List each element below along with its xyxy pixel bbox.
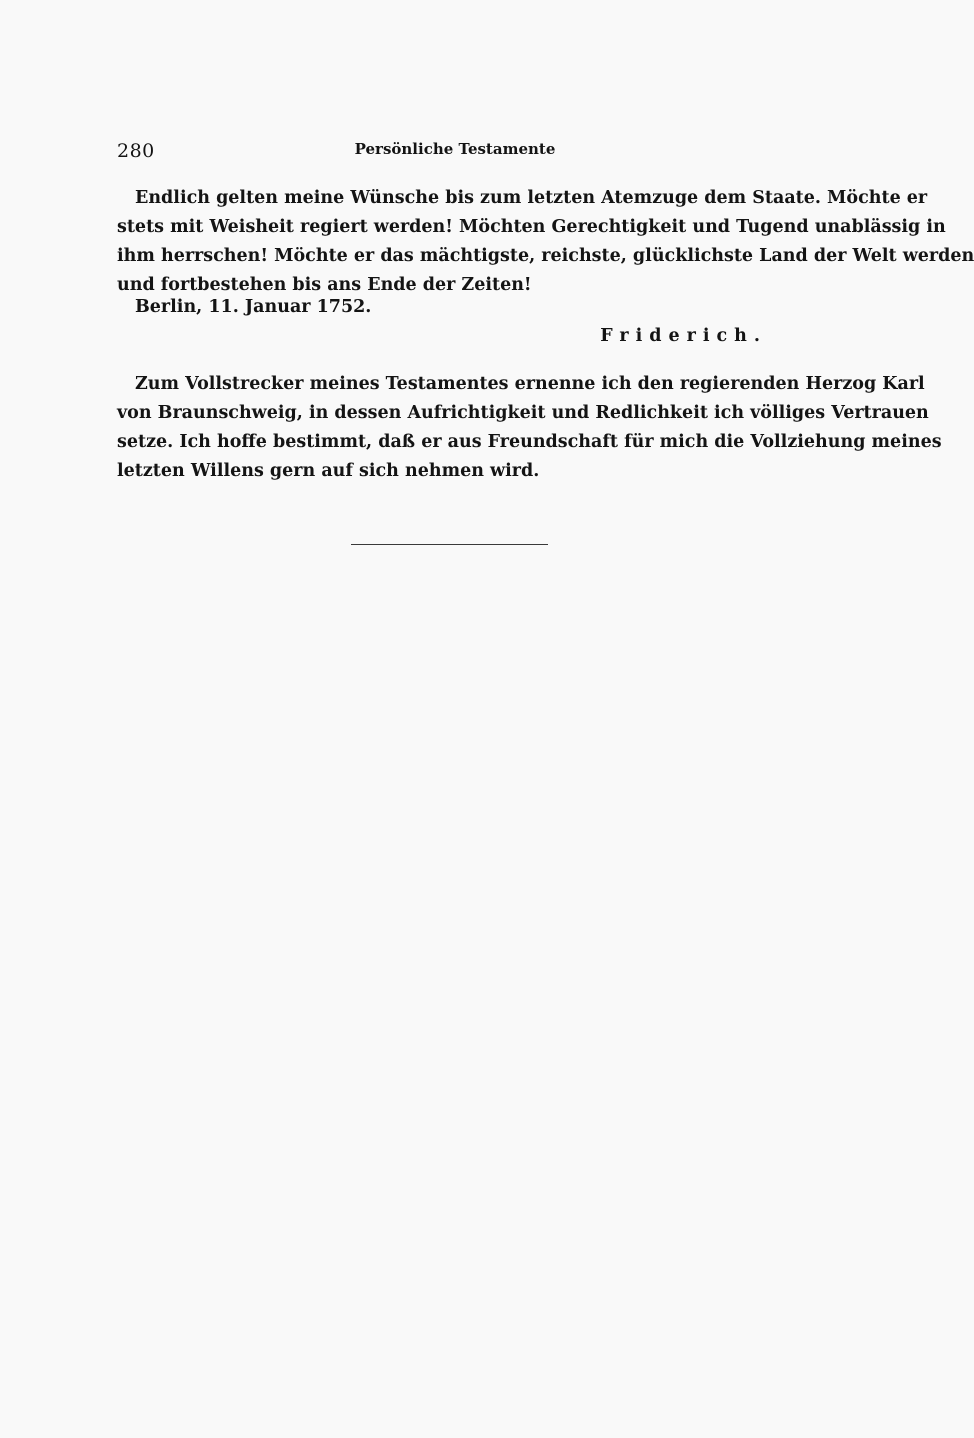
dateline: Berlin, 11. Januar 1752. [135, 297, 372, 317]
text-line: letzten Willens gern auf sich nehmen wird. [117, 461, 540, 481]
text-line: und fortbestehen bis ans Ende der Zeiten! [117, 275, 532, 295]
text-line: Endlich gelten meine Wünsche bis zum letzten Atemzuge dem Staate. Möchte er [135, 188, 928, 208]
text-line: Zum Vollstrecker meines Testamentes ernenne ich den regierenden Herzog Karl [135, 374, 925, 394]
text-line: setze. Ich hoffe bestimmt, daß er aus Freundschaft für mich die Vollziehung meines [117, 432, 942, 452]
page-number: 280 [117, 140, 155, 162]
text-line: von Braunschweig, in dessen Aufrichtigkeit und Redlichkeit ich völliges Vertrauen [117, 403, 929, 423]
running-head: Persönliche Testamente [354, 140, 556, 158]
text-line: stets mit Weisheit regiert werden! Möchten Gerechtigkeit und Tugend unablässig in [117, 217, 946, 237]
paragraph-executor [117, 370, 942, 486]
text-line: ihm herrschen! Möchte er das mächtigste, reichste, glücklichste Land der Welt werden [117, 246, 974, 266]
end-rule [351, 544, 548, 545]
signature: Friderich. [600, 326, 767, 346]
paragraph-final-wishes [117, 184, 974, 300]
